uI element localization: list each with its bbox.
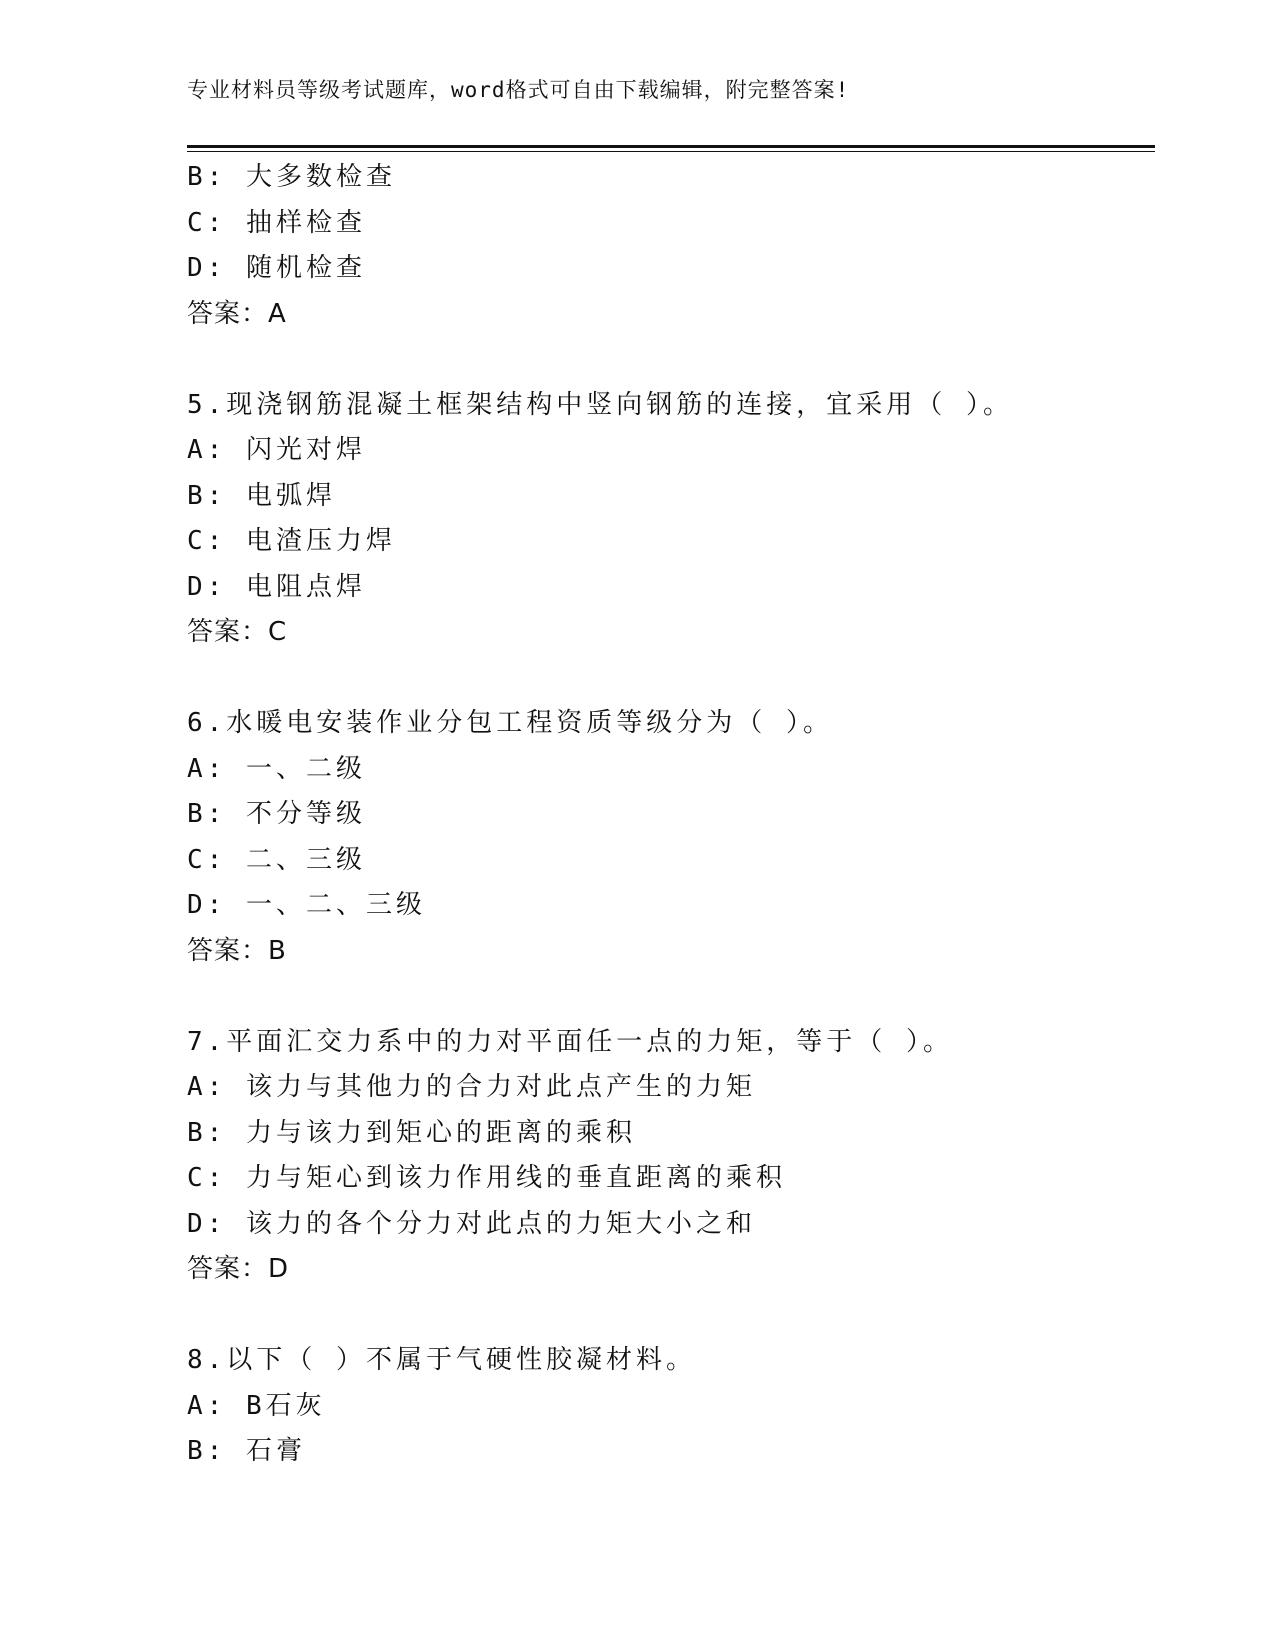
spacer — [187, 337, 1155, 383]
question-5 — [187, 383, 1155, 656]
answer-line: 答案：D — [187, 1254, 290, 1284]
option-b: B: 电弧焊 — [187, 480, 336, 511]
spacer — [187, 656, 1155, 702]
page-header: 专业材料员等级考试题库，word格式可自由下载编辑，附完整答案! — [187, 78, 850, 102]
option-b: B: 力与该力到矩心的距离的乘积 — [187, 1117, 636, 1148]
option-b: B: 大多数检查 — [187, 162, 396, 192]
question-4-continued — [187, 155, 1155, 337]
option-d: D: 随机检查 — [187, 253, 366, 283]
option-a: A: 闪光对焊 — [187, 435, 366, 465]
spacer — [187, 974, 1155, 1020]
answer-line: 答案：C — [187, 617, 288, 647]
option-c: C: 力与矩心到该力作用线的垂直距离的乘积 — [187, 1163, 786, 1193]
header-divider — [187, 145, 1155, 148]
spacer — [187, 1293, 1155, 1339]
option-b: B: 不分等级 — [187, 799, 366, 829]
document-body — [187, 155, 1155, 1475]
option-d: D: 一、二、三级 — [187, 890, 426, 920]
question-stem: 6.水暖电安装作业分包工程资质等级分为（ ）。 — [187, 708, 833, 738]
option-c: C: 二、三级 — [187, 844, 366, 875]
question-stem: 8.以下（ ）不属于气硬性胶凝材料。 — [187, 1345, 696, 1375]
option-c: C: 抽样检查 — [187, 207, 366, 238]
question-stem: 7.平面汇交力系中的力对平面任一点的力矩，等于（ ）。 — [187, 1026, 953, 1057]
option-c: C: 电渣压力焊 — [187, 526, 396, 556]
question-stem: 5.现浇钢筋混凝土框架结构中竖向钢筋的连接，宜采用（ ）。 — [187, 389, 1013, 420]
option-a: A: 一、二级 — [187, 753, 366, 784]
option-a: A: B石灰 — [187, 1390, 326, 1421]
option-a: A: 该力与其他力的合力对此点产生的力矩 — [187, 1072, 756, 1102]
option-d: D: 该力的各个分力对此点的力矩大小之和 — [187, 1208, 756, 1239]
question-6 — [187, 701, 1155, 974]
option-d: D: 电阻点焊 — [187, 571, 366, 602]
header-divider-thin — [187, 151, 1155, 152]
option-b: B: 石膏 — [187, 1436, 306, 1466]
question-8 — [187, 1338, 1155, 1475]
answer-line: 答案：A — [187, 298, 287, 329]
question-7 — [187, 1020, 1155, 1293]
answer-line: 答案：B — [187, 935, 287, 966]
